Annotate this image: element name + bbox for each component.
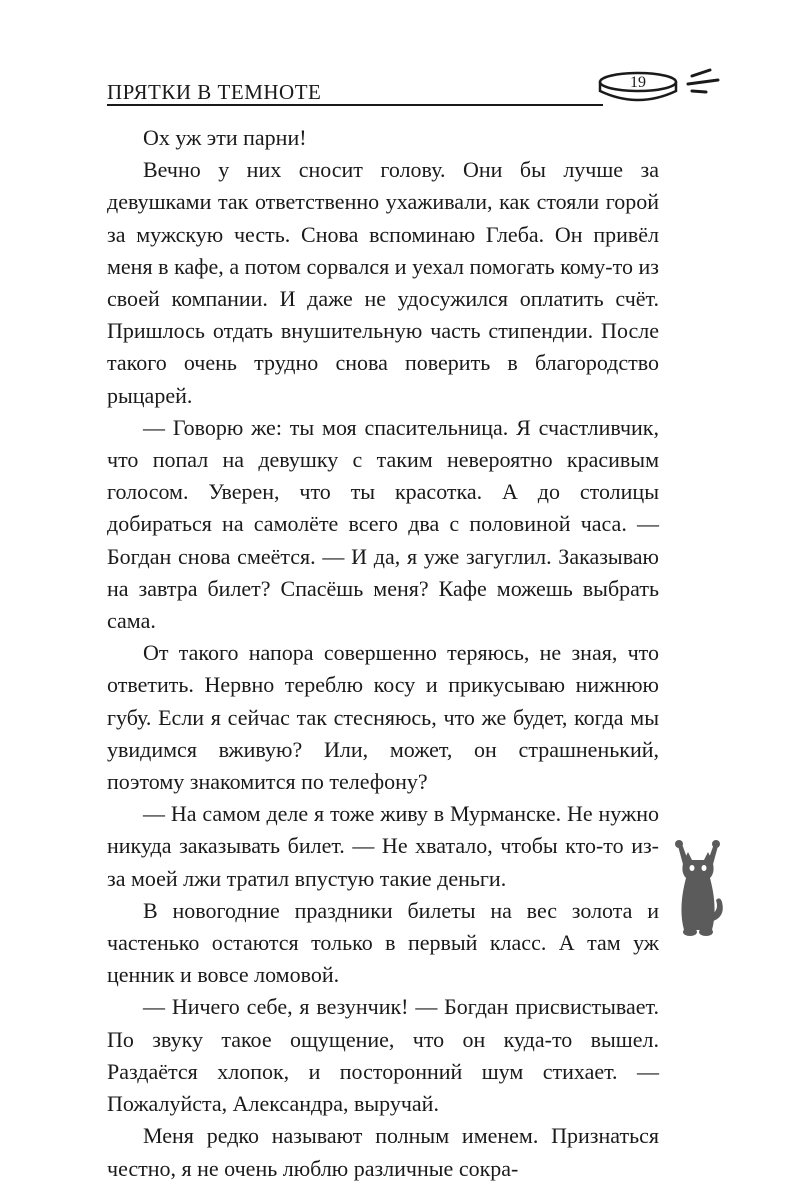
paragraph: Ох уж эти парни! [143,125,307,150]
paragraph: — На самом деле я тоже живу в Мурманске. Не нужно никуда заказывать билет. — Не хватало, чтобы кто-то из-за моей лжи тратил впустую такие деньги. [107,801,659,891]
sparkle-lines-icon [684,64,724,100]
paragraph: От такого напора совершенно теряюсь, не зная, что ответить. Нервно тереблю косу и прикусываю нижнюю губу. Если я сейчас так стесняюсь, что же будет, когда мы увидимся вживую? Или, может, он страшненький, поэтому знакомится по телефону? [107,640,659,795]
paragraph: В новогодние праздники билеты на вес золота и частенько остаются только в первый класс. А там уж ценник и вовсе ломовой. [107,897,659,988]
paragraph: Вечно у них сносит голову. Они бы лучше за девушками так ответственно ухаживали, как стояли горой за мужскую честь. Снова вспоминаю Глеба. Он привёл меня в кафе, а потом сорвался и уехал помогать кому-то из своей компании. И даже не удосужился оплатить счёт. Пришлось отдать внушительную часть стипендии. После такого очень трудно снова поверить в благородство рыцарей. [107,157,659,408]
body-text [107,122,659,1185]
running-title: ПРЯТКИ В ТЕМНОТЕ [107,80,322,104]
paragraph: — Ничего себе, я везунчик! — Богдан присвистывает. По звуку такое ощущение, что он куда-то вышел. Раздаётся хлопок, и посторонний шум стихает. — Пожалуйста, Александра, выручай. [107,994,659,1117]
paragraph: Меня редко называют полным именем. Признаться честно, я не очень люблю различные сокра- [107,1123,659,1181]
paragraph: — Говорю же: ты моя спасительница. Я счастливчик, что попал на девушку с таким невероятно красивым голосом. Уверен, что ты красотка. А до столицы добираться на самолёте всего два с половиной часа. — Богдан снова смеётся. — И да, я уже загуглил. Заказываю на завтра билет? Спасёшь меня? Кафе можешь выбрать сама. [107,414,659,634]
header-rule [107,104,603,106]
cat-illustration [670,838,726,948]
page-number: 19 [630,74,646,91]
